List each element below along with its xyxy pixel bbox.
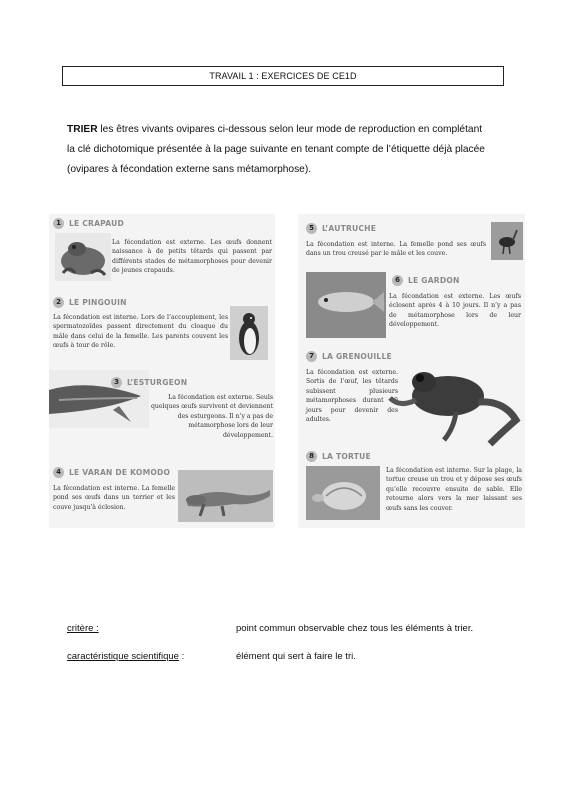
intro-line-2: la clé dichotomique présentée à la page suivante en tenant compte de l’étiquette déjà placée bbox=[67, 144, 485, 155]
animal-number: 8 bbox=[306, 451, 317, 462]
animal-number: 1 bbox=[53, 218, 64, 229]
definition-row-caracteristique bbox=[67, 651, 184, 662]
komodo-photo bbox=[178, 470, 273, 522]
animal-card-toad bbox=[53, 218, 273, 229]
tortoise-photo bbox=[306, 466, 380, 520]
animal-card-komodo bbox=[53, 467, 170, 478]
animal-desc-toad: La fécondation est externe. Les œufs donnent naissance à de petits têtards qui passent par différents stades de métamorphoses pour devenir de jeunes crapauds. bbox=[112, 239, 272, 275]
intro-bold-verb: TRIER bbox=[67, 124, 98, 135]
definition-colon: : bbox=[178, 651, 185, 662]
animal-name: LA GRENOUILLE bbox=[322, 352, 392, 361]
animal-desc-frog: La fécondation est externe. Sortis de l’œuf, les têtards subissent plusieurs métamorphoses durant 90 jours pour devenir des adultes. bbox=[306, 369, 398, 424]
penguin-photo bbox=[230, 306, 268, 360]
frog-photo bbox=[386, 360, 524, 448]
intro-line-3: (ovipares à fécondation externe sans métamorphose). bbox=[67, 164, 312, 175]
animal-number: 2 bbox=[53, 297, 64, 308]
definition-text-critere: point commun observable chez tous les éléments à trier. bbox=[236, 623, 474, 634]
animal-desc-roach: La fécondation est externe. Les œufs éclosent après 4 à 10 jours. Il n’y a pas de métamorphose lors de leur développement. bbox=[389, 293, 521, 329]
page-title: TRAVAIL 1 : EXERCICES DE CE1D bbox=[62, 66, 504, 86]
definition-term: critère : bbox=[67, 623, 99, 634]
intro-line-1: les êtres vivants ovipares ci-dessous selon leur mode de reproduction en complétant bbox=[97, 124, 483, 135]
animal-number: 4 bbox=[53, 467, 64, 478]
animal-name: LE GARDON bbox=[408, 276, 460, 285]
toad-photo bbox=[55, 233, 111, 281]
animal-card-tortoise bbox=[306, 451, 371, 462]
animal-desc-penguin: La fécondation est interne. Lors de l’accouplement, les spermatozoïdes passent directement du cloaque du mâle dans celui de la femelle. Les parents couvent les œufs à tour de rôle. bbox=[53, 314, 228, 350]
animal-desc-ostrich: La fécondation est interne. La femelle pond ses œufs dans un trou creusé par le mâle et les couve. bbox=[306, 241, 486, 258]
animal-name: L’AUTRUCHE bbox=[322, 224, 377, 233]
animal-name: LE PINGOUIN bbox=[69, 298, 127, 307]
animal-desc-komodo: La fécondation est interne. La femelle pond ses œufs dans un terrier et les couve jusqu’à éclosion. bbox=[53, 485, 175, 511]
animal-card-frog bbox=[306, 351, 392, 362]
animal-desc-tortoise: La fécondation est interne. Sur la plage, la tortue creuse un trou et y dépose ses œufs qu’elle recouvre ensuite de sable. Elle retourne alors vers la mer laissant ses œufs sans les couver. bbox=[386, 467, 522, 512]
animal-number: 7 bbox=[306, 351, 317, 362]
animal-name: LE VARAN DE KOMODO bbox=[69, 468, 171, 477]
animal-name: LA TORTUE bbox=[322, 452, 371, 461]
definition-row-critere bbox=[67, 623, 99, 634]
animal-number: 6 bbox=[392, 275, 403, 286]
animal-card-ostrich bbox=[306, 223, 376, 234]
animal-card-roach bbox=[392, 275, 460, 286]
animal-card-penguin bbox=[53, 297, 127, 308]
roach-fish-photo bbox=[306, 272, 386, 338]
definition-text-caracteristique: élément qui sert à faire le tri. bbox=[236, 651, 356, 662]
definition-term: caractéristique scientifique bbox=[67, 651, 179, 662]
animal-name: LE CRAPAUD bbox=[69, 219, 124, 228]
animal-number: 3 bbox=[111, 377, 122, 388]
intro-text bbox=[67, 120, 507, 180]
animal-number: 5 bbox=[306, 223, 317, 234]
animal-desc-sturgeon: La fécondation est externe. Seuls quelques œufs survivent et deviennent des esturgeons. Il n’y a pas de métamorphose lors de leur développement. bbox=[150, 394, 273, 439]
animal-card-sturgeon bbox=[111, 377, 187, 388]
ostrich-photo bbox=[491, 222, 523, 260]
animal-name: L’ESTURGEON bbox=[127, 378, 188, 387]
